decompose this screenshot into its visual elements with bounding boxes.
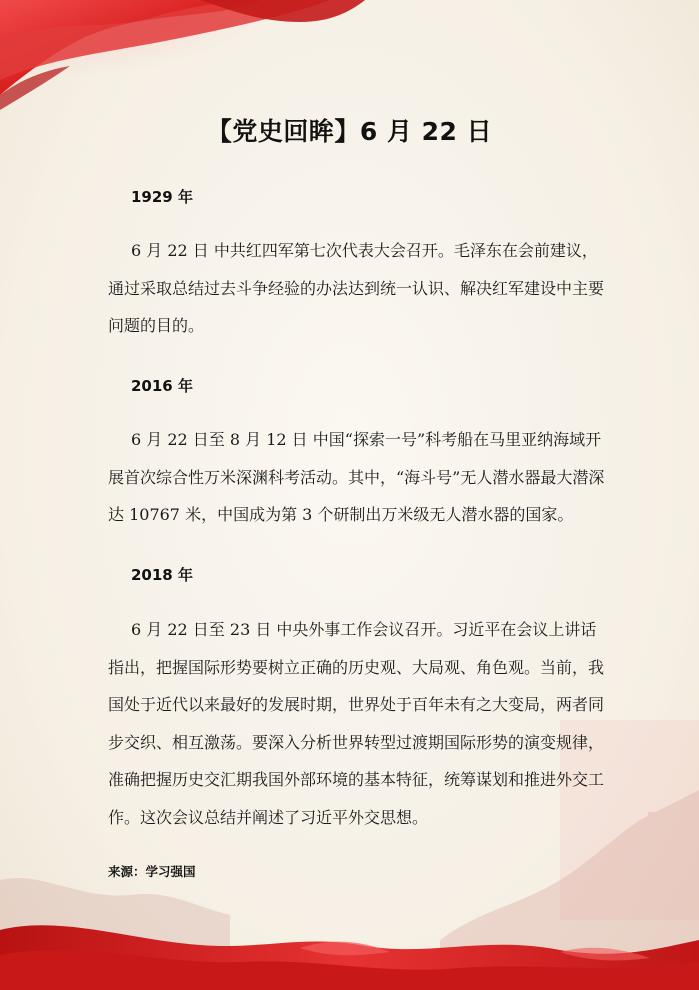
year-heading-2018: 2018 年 xyxy=(131,566,193,584)
entry-text-2018: 6 月 22 日至 23 日 中央外事工作会议召开。习近平在会议上讲话指出，把握国际形势要树立正确的历史观、大局观、角色观。当前，我国处于近代以来最好的发展时期，世界处于百年未有之大变局，两者同步交织、相互激荡。要深入分析世界转型过渡期国际形势的演变规律，准确把握历史交汇期我国外部环境的基本特征，统筹谋划和推进外交工作。这次会议总结并阐述了习近平外交思想。 xyxy=(108,620,605,827)
source-line xyxy=(108,862,196,880)
year-heading-2016: 2016 年 xyxy=(131,377,193,395)
entry-text-2016: 6 月 22 日至 8 月 12 日 中国“探索一号”科考船在马里亚纳海域开展首次综合性万米深渊科考活动。其中，“海斗号”无人潜水器最大潜深达 10767 米，中国成为第 3 个研制出万米级无人潜水器的国家。 xyxy=(108,430,605,524)
source-label: 来源： xyxy=(108,864,146,879)
year-heading-1929: 1929 年 xyxy=(131,188,193,206)
source-value: 学习强国 xyxy=(145,864,196,879)
page-title: 【党史回眸】6 月 22 日 xyxy=(206,117,493,146)
entry-text-1929: 6 月 22 日 中共红四军第七次代表大会召开。毛泽东在会前建议，通过采取总结过去斗争经验的办法达到统一认识、解决红军建设中主要问题的目的。 xyxy=(108,241,605,335)
